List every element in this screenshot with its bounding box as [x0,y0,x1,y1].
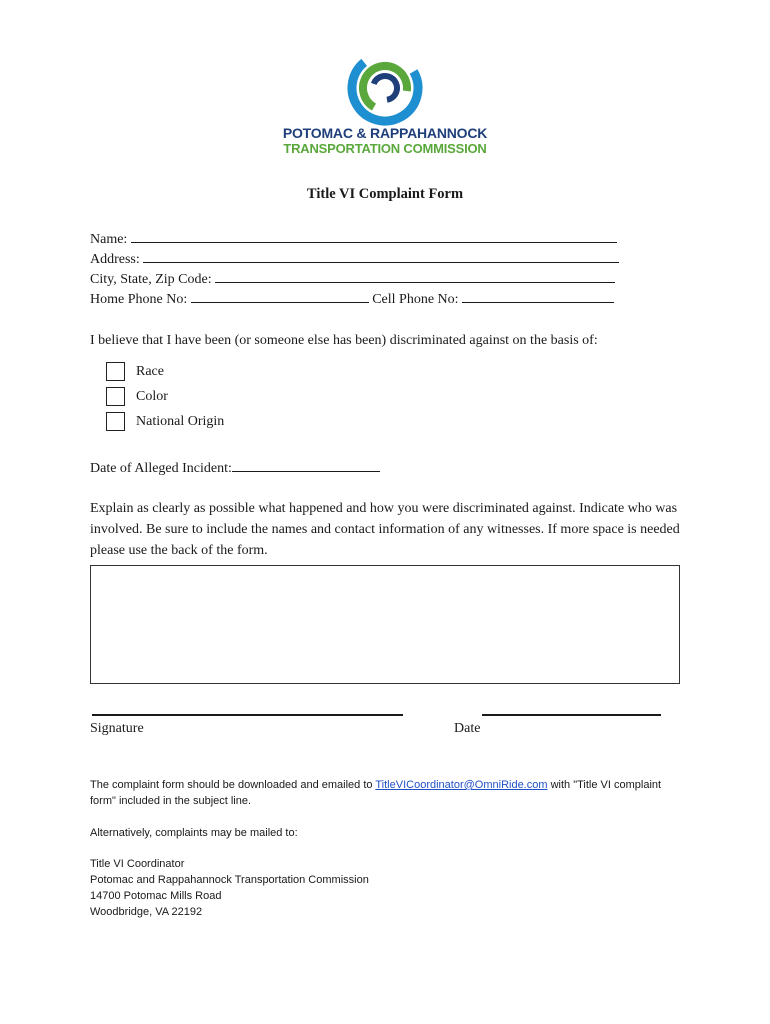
prtc-logo-icon [345,48,425,128]
download-suffix: with "Title VI complaint form" included in the subject line. [90,779,662,807]
mailing-address [90,856,369,920]
name-field[interactable] [131,230,617,243]
city-state-zip-field[interactable] [215,270,615,283]
download-prefix: The complaint form should be downloaded and emailed to [90,779,376,791]
race-label: Race [136,364,164,379]
address-field[interactable] [143,250,619,263]
national-origin-label: National Origin [136,414,225,429]
city-row [90,270,615,288]
address-label: Address: [90,252,140,267]
cell-phone-field[interactable] [462,290,614,303]
national-origin-checkbox[interactable] [106,412,125,431]
address-line: Title VI Coordinator [90,858,185,870]
address-row [90,250,619,268]
phone-row [90,290,614,308]
incident-date-label: Date of Alleged Incident: [90,461,232,476]
org-name-line2: TRANSPORTATION COMMISSION [283,141,487,156]
address-line: Woodbridge, VA 22192 [90,906,203,918]
city-label: City, State, Zip Code: [90,272,212,287]
explain-instructions: Explain as clearly as possible what happened and how you were discriminated against. Indicate who was involved. Be sure to include the names and contact information of any witnesses. If more space is needed please use the back of the form. [90,501,680,558]
form-title: Title VI Complaint Form [306,186,464,202]
home-phone-field[interactable] [191,290,369,303]
name-label: Name: [90,232,128,247]
name-row [90,230,617,248]
date-label: Date [454,721,481,736]
basis-prompt: I believe that I have been (or someone else has been) discriminated against on the basis of: [90,333,598,348]
incident-date-field[interactable] [232,459,380,472]
signature-label: Signature [90,721,144,736]
incident-date-row [90,459,380,477]
alt-mail-text: Alternatively, complaints may be mailed to: [90,827,298,839]
coordinator-email-link[interactable]: TitleVICoordinator@OmniRide.com [375,779,548,791]
home-phone-label: Home Phone No: [90,292,188,307]
race-checkbox[interactable] [106,362,125,381]
address-line: Potomac and Rappahannock Transportation Commission [90,874,369,886]
color-label: Color [136,389,168,404]
complaint-description-box[interactable] [90,565,680,684]
download-instructions [90,777,670,809]
signature-line[interactable] [92,714,403,716]
date-line[interactable] [482,714,661,716]
org-name-line1: POTOMAC & RAPPAHANNOCK [282,125,488,141]
color-checkbox[interactable] [106,387,125,406]
cell-phone-label: Cell Phone No: [372,292,459,307]
address-line: 14700 Potomac Mills Road [90,890,222,902]
